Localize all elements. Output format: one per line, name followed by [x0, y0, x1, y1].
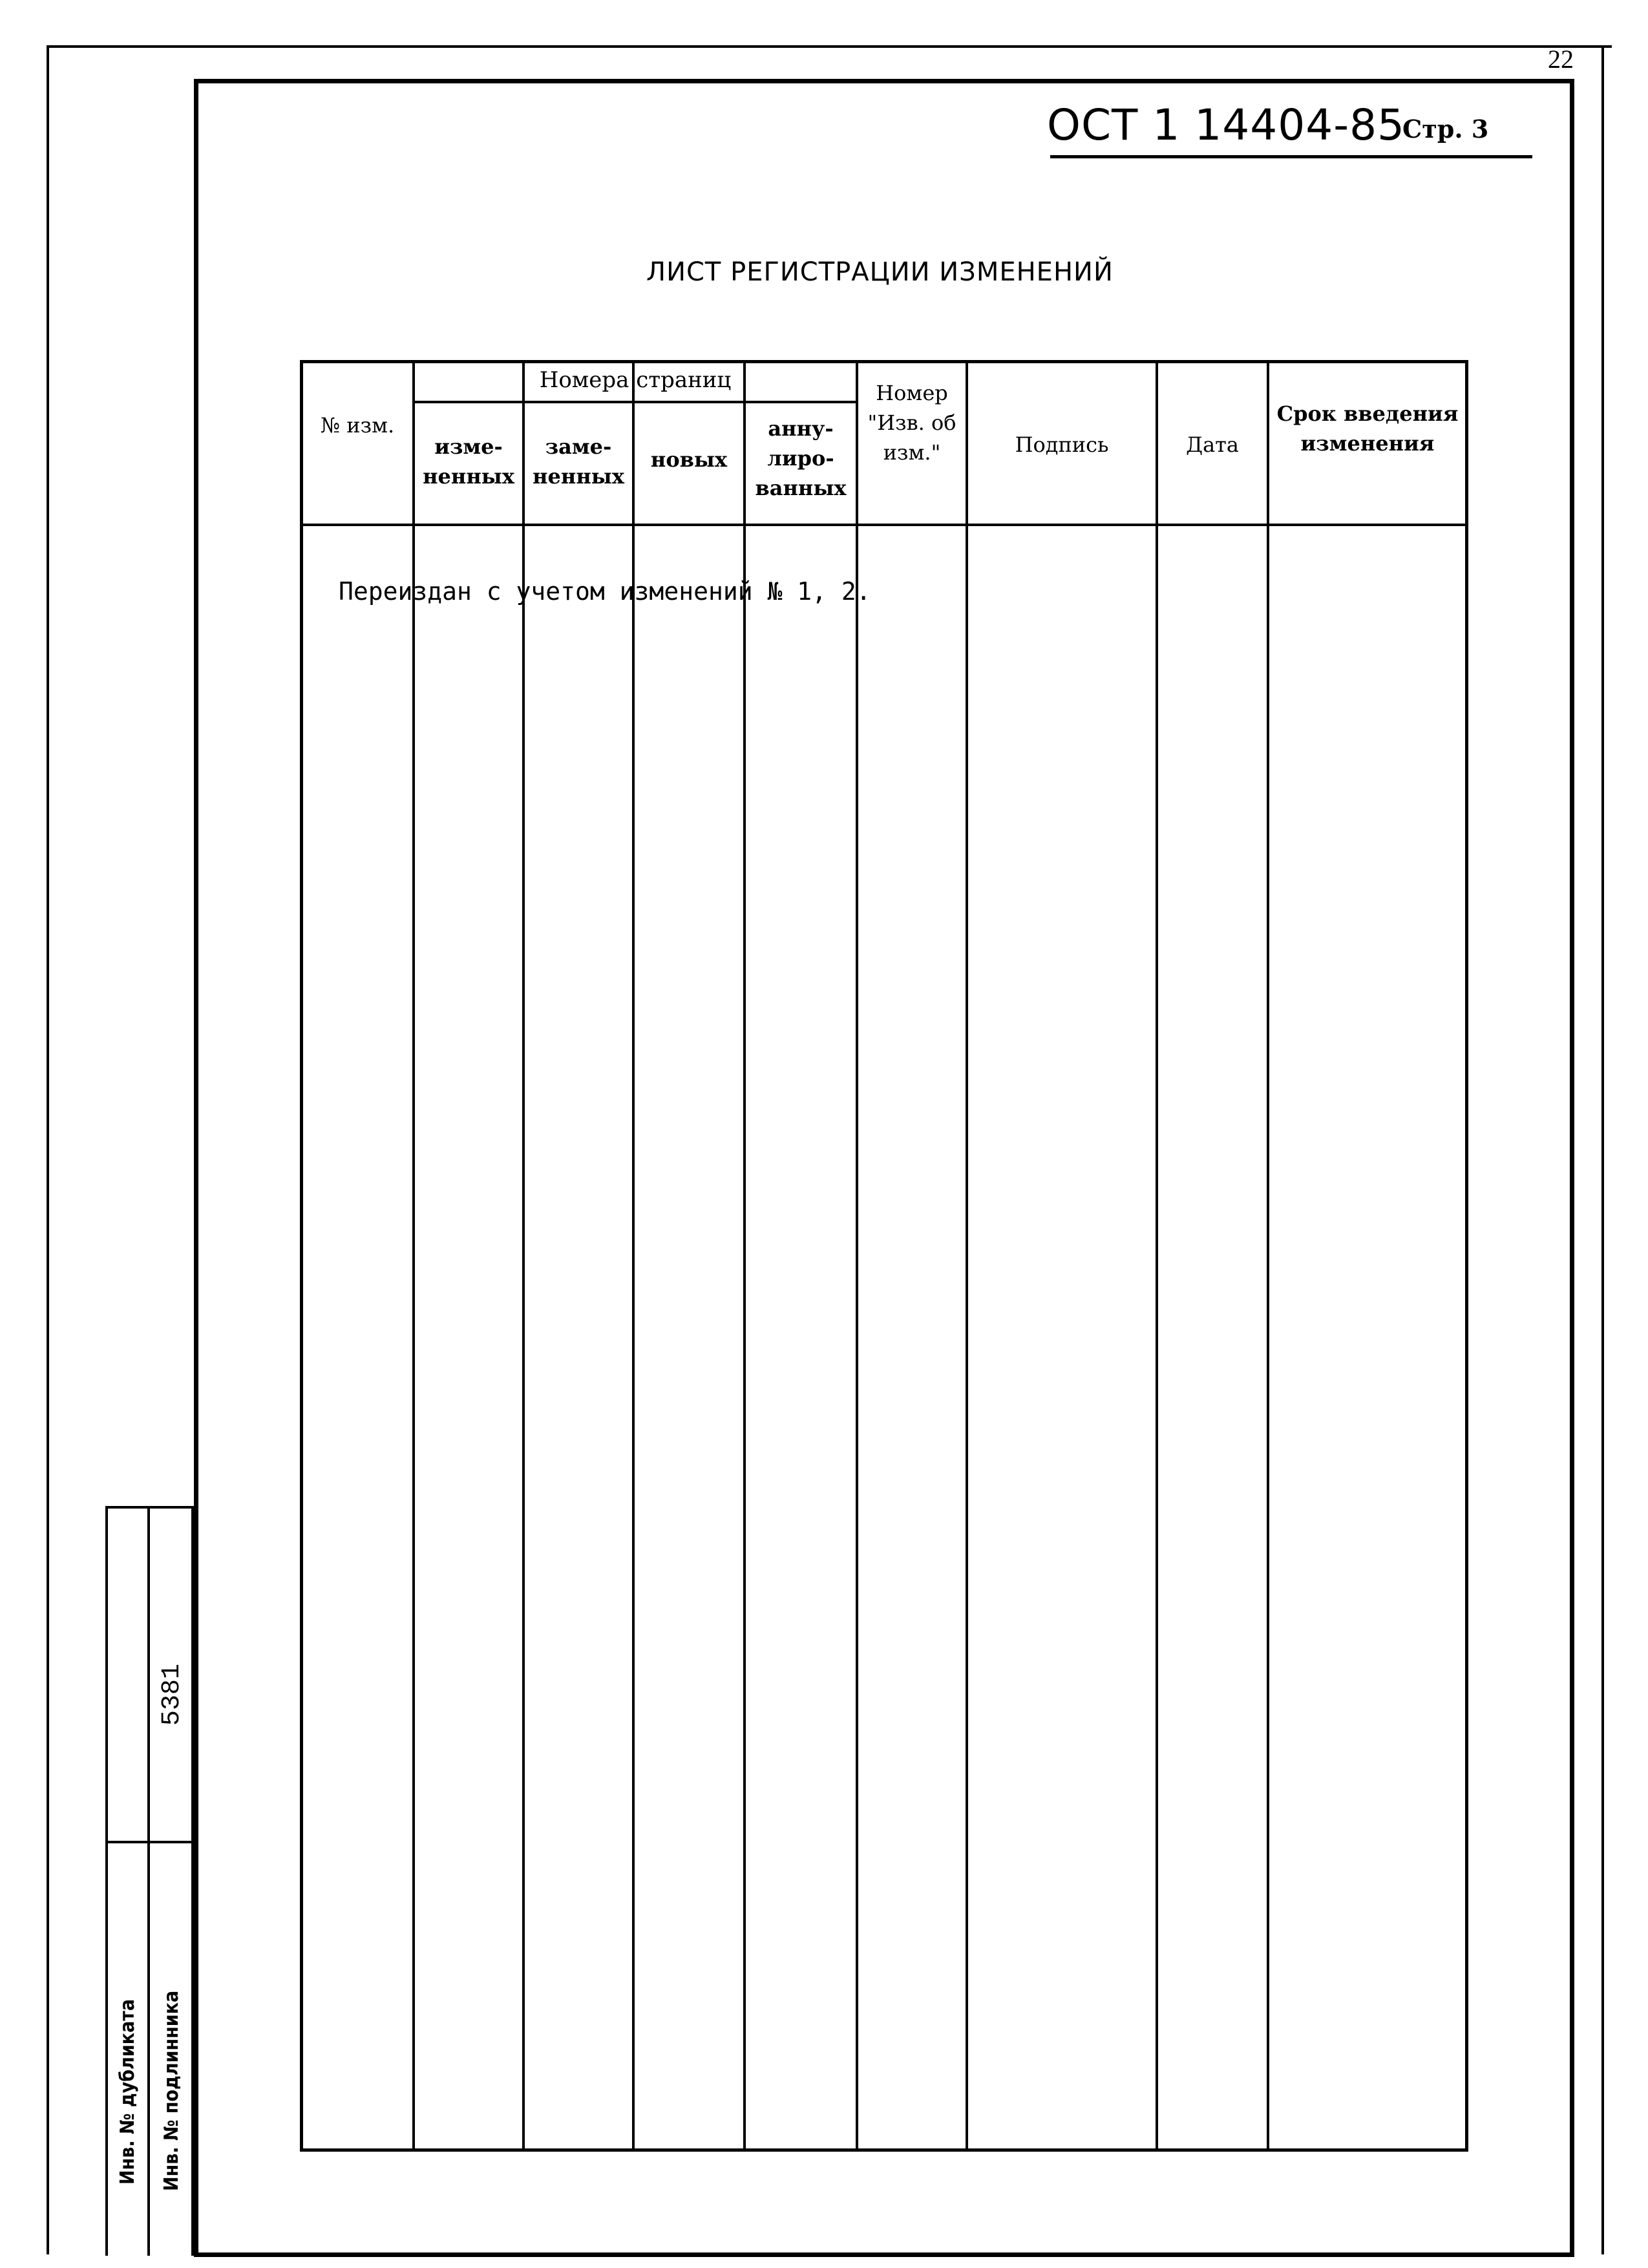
header-cell-number: № изм. — [320, 413, 395, 438]
table-group-rule — [412, 401, 858, 403]
table-col-divider — [743, 360, 746, 2152]
header-cell-new: новых — [650, 447, 728, 472]
table-header-rule — [300, 524, 1468, 526]
document-code: ОСТ 1 14404-85 — [1047, 100, 1406, 150]
table-col-divider — [856, 360, 858, 2152]
table-col-divider — [522, 360, 525, 2152]
inv-original-value: 5381 — [158, 1663, 187, 1726]
table-col-divider — [1156, 360, 1158, 2152]
side-stamp-divider — [147, 1506, 150, 2256]
sheet-title: ЛИСТ РЕГИСТРАЦИИ ИЗМЕНЕНИЙ — [646, 257, 1114, 287]
outer-frame-right — [1601, 45, 1604, 2254]
side-stamp-rule — [105, 1841, 196, 1843]
reissue-note: Переиздан с учетом изменений № 1, 2. — [339, 577, 871, 606]
table-col-divider — [632, 360, 635, 2152]
table-col-divider — [966, 360, 968, 2152]
page-number: 22 — [1548, 45, 1574, 74]
header-cell-replaced: заме- ненных — [533, 434, 624, 489]
inv-original-label: Инв. № подлинника — [160, 1990, 183, 2191]
page-label: Стр. 3 — [1402, 114, 1489, 143]
inv-duplicate-label: Инв. № дубликата — [116, 1998, 139, 2185]
header-cell-changed: изме- ненных — [423, 434, 514, 489]
header-cell-signature: Подпись — [1015, 432, 1109, 457]
header-cell-date: Дата — [1186, 432, 1239, 457]
table-col-divider — [412, 360, 415, 2152]
table-col-divider — [1267, 360, 1269, 2152]
header-cell-notice-number: Номер "Изв. об изм." — [867, 381, 956, 465]
changes-table — [300, 360, 1468, 2152]
side-stamp-right — [191, 1506, 195, 2256]
header-rule — [1050, 155, 1532, 158]
header-cell-term: Срок введения изменения — [1276, 401, 1459, 456]
header-cell-page-numbers: Номера страниц — [539, 367, 732, 393]
header-cell-annulled: анну- лиро- ванных — [755, 416, 847, 500]
